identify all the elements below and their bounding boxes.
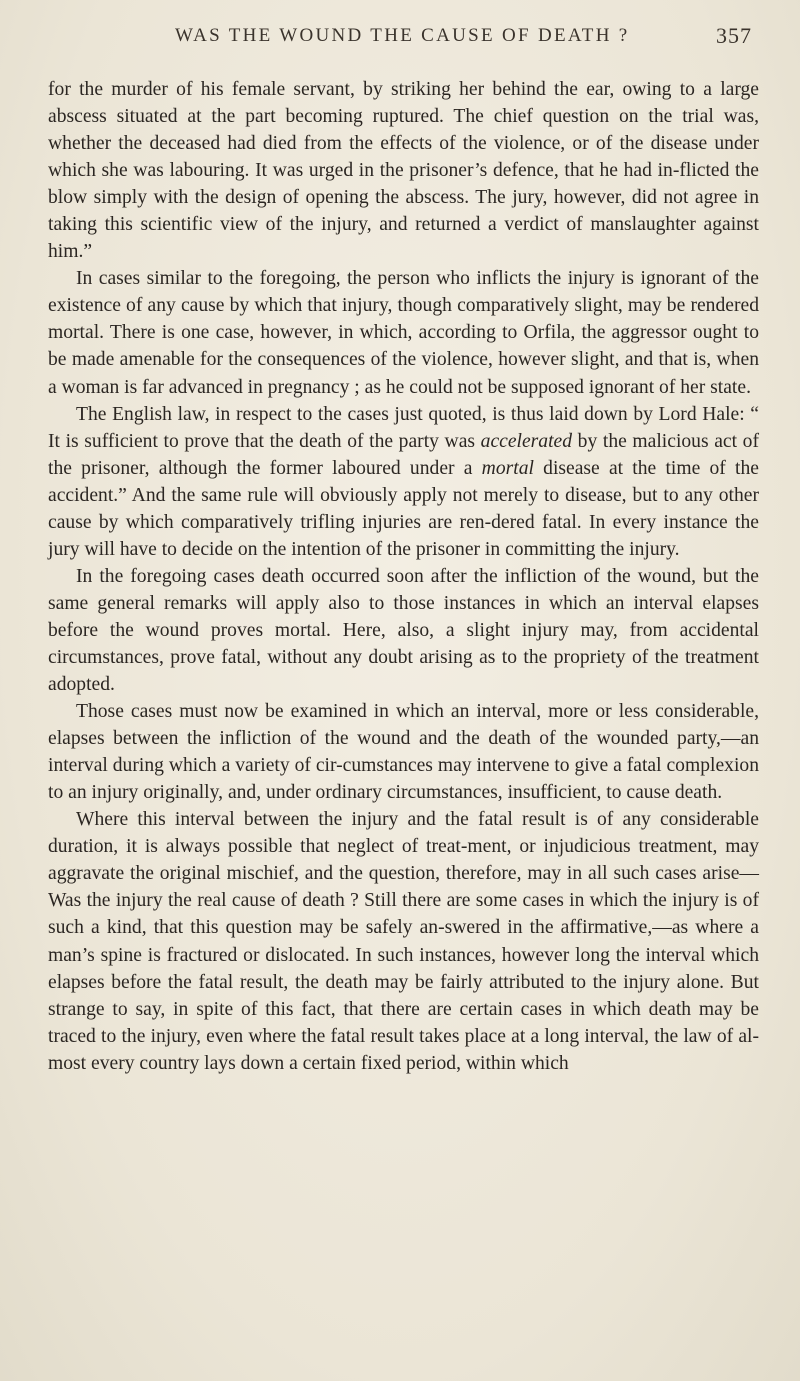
paragraph-1: for the murder of his female servant, by striking her behind the ear, owing to a large abscess situated at the part becoming ruptured. The chief question on the trial was, whether the deceased had died from the effects of the violence, or of the disease under which she was labouring. It was urged in the prisoner’s defence, that he had in-flicted the blow simply with the design of opening the abscess. The jury, however, did not agree in taking this scientific view of the injury, and returned a verdict of manslaughter against him.” <box>48 79 759 263</box>
paragraph-4: In the foregoing cases death occurred soon after the infliction of the wound, but the same general remarks will apply also to those instances in which an interval elapses before the wound proves mortal. Here, also, a slight injury may, from accidental circumstances, prove fatal, without any doubt arising as to the propriety of the treatment adopted. <box>48 565 759 696</box>
paragraph-3-text-c: disease at the time of the accident.” And the same rule will obviously apply not merely to disease, but to any other cause by which comparatively trifling injuries are ren-dered fatal. In every instance the jury will have to decide on the intention of the prisoner in committing the injury. <box>48 457 759 560</box>
paragraph-5: Those cases must now be examined in which an interval, more or less considerable, elapses between the infliction of the wound and the death of the wounded party,—an interval during which a variety of cir-cumstances may intervene to give a fatal complexion to an injury originally, and, under ordinary circumstances, insufficient, to cause death. <box>48 701 759 804</box>
paragraph-3-emphasis-accelerated: accelerated <box>480 430 573 452</box>
paragraph-6: Where this interval between the injury and the fatal result is of any considerable duration, it is always possible that neglect of treat-ment, or injudicious treatment, may aggravate the original mischief, and the question, therefore, may in all such cases arise—Was the injury the real cause of death ? Still there are some cases in which the injury is of such a kind, that this question may be safely an-swered in the affirmative,—as where a man’s spine is fractured or dislocated. In such instances, however long the interval which elapses before the fatal result, the death may be fairly attributed to the injury alone. But strange to say, in spite of this fact, that there are certain cases in which death may be traced to the injury, even where the fatal result takes place at a long interval, the law of al-most every country lays down a certain fixed period, within which <box>48 809 759 1074</box>
paragraph-3 <box>48 401 759 563</box>
paragraph-2: In cases similar to the foregoing, the person who inflicts the injury is ignorant of the existence of any cause by which that injury, though comparatively slight, may be rendered mortal. There is one case, however, in which, according to Orfila, the aggressor ought to be made amenable for the consequences of the violence, however slight, and that is, when a woman is far advanced in pregnancy ; as he could not be supposed ignorant of her state. <box>48 268 759 398</box>
running-head: WAS THE WOUND THE CAUSE OF DEATH ? <box>175 25 630 46</box>
body-text <box>48 76 759 1077</box>
paragraph-3-text-b: by the malicious act of the prisoner, although the former laboured under a <box>48 430 759 479</box>
page-header <box>175 20 752 52</box>
paragraph-3-text-a: The English law, in respect to the cases just quoted, is thus laid down by Lord Hale: “ It is sufficient to prove that the death of the party was <box>48 403 759 452</box>
paragraph-3-emphasis-mortal: mortal <box>481 457 534 479</box>
page-number: 357 <box>716 23 752 48</box>
